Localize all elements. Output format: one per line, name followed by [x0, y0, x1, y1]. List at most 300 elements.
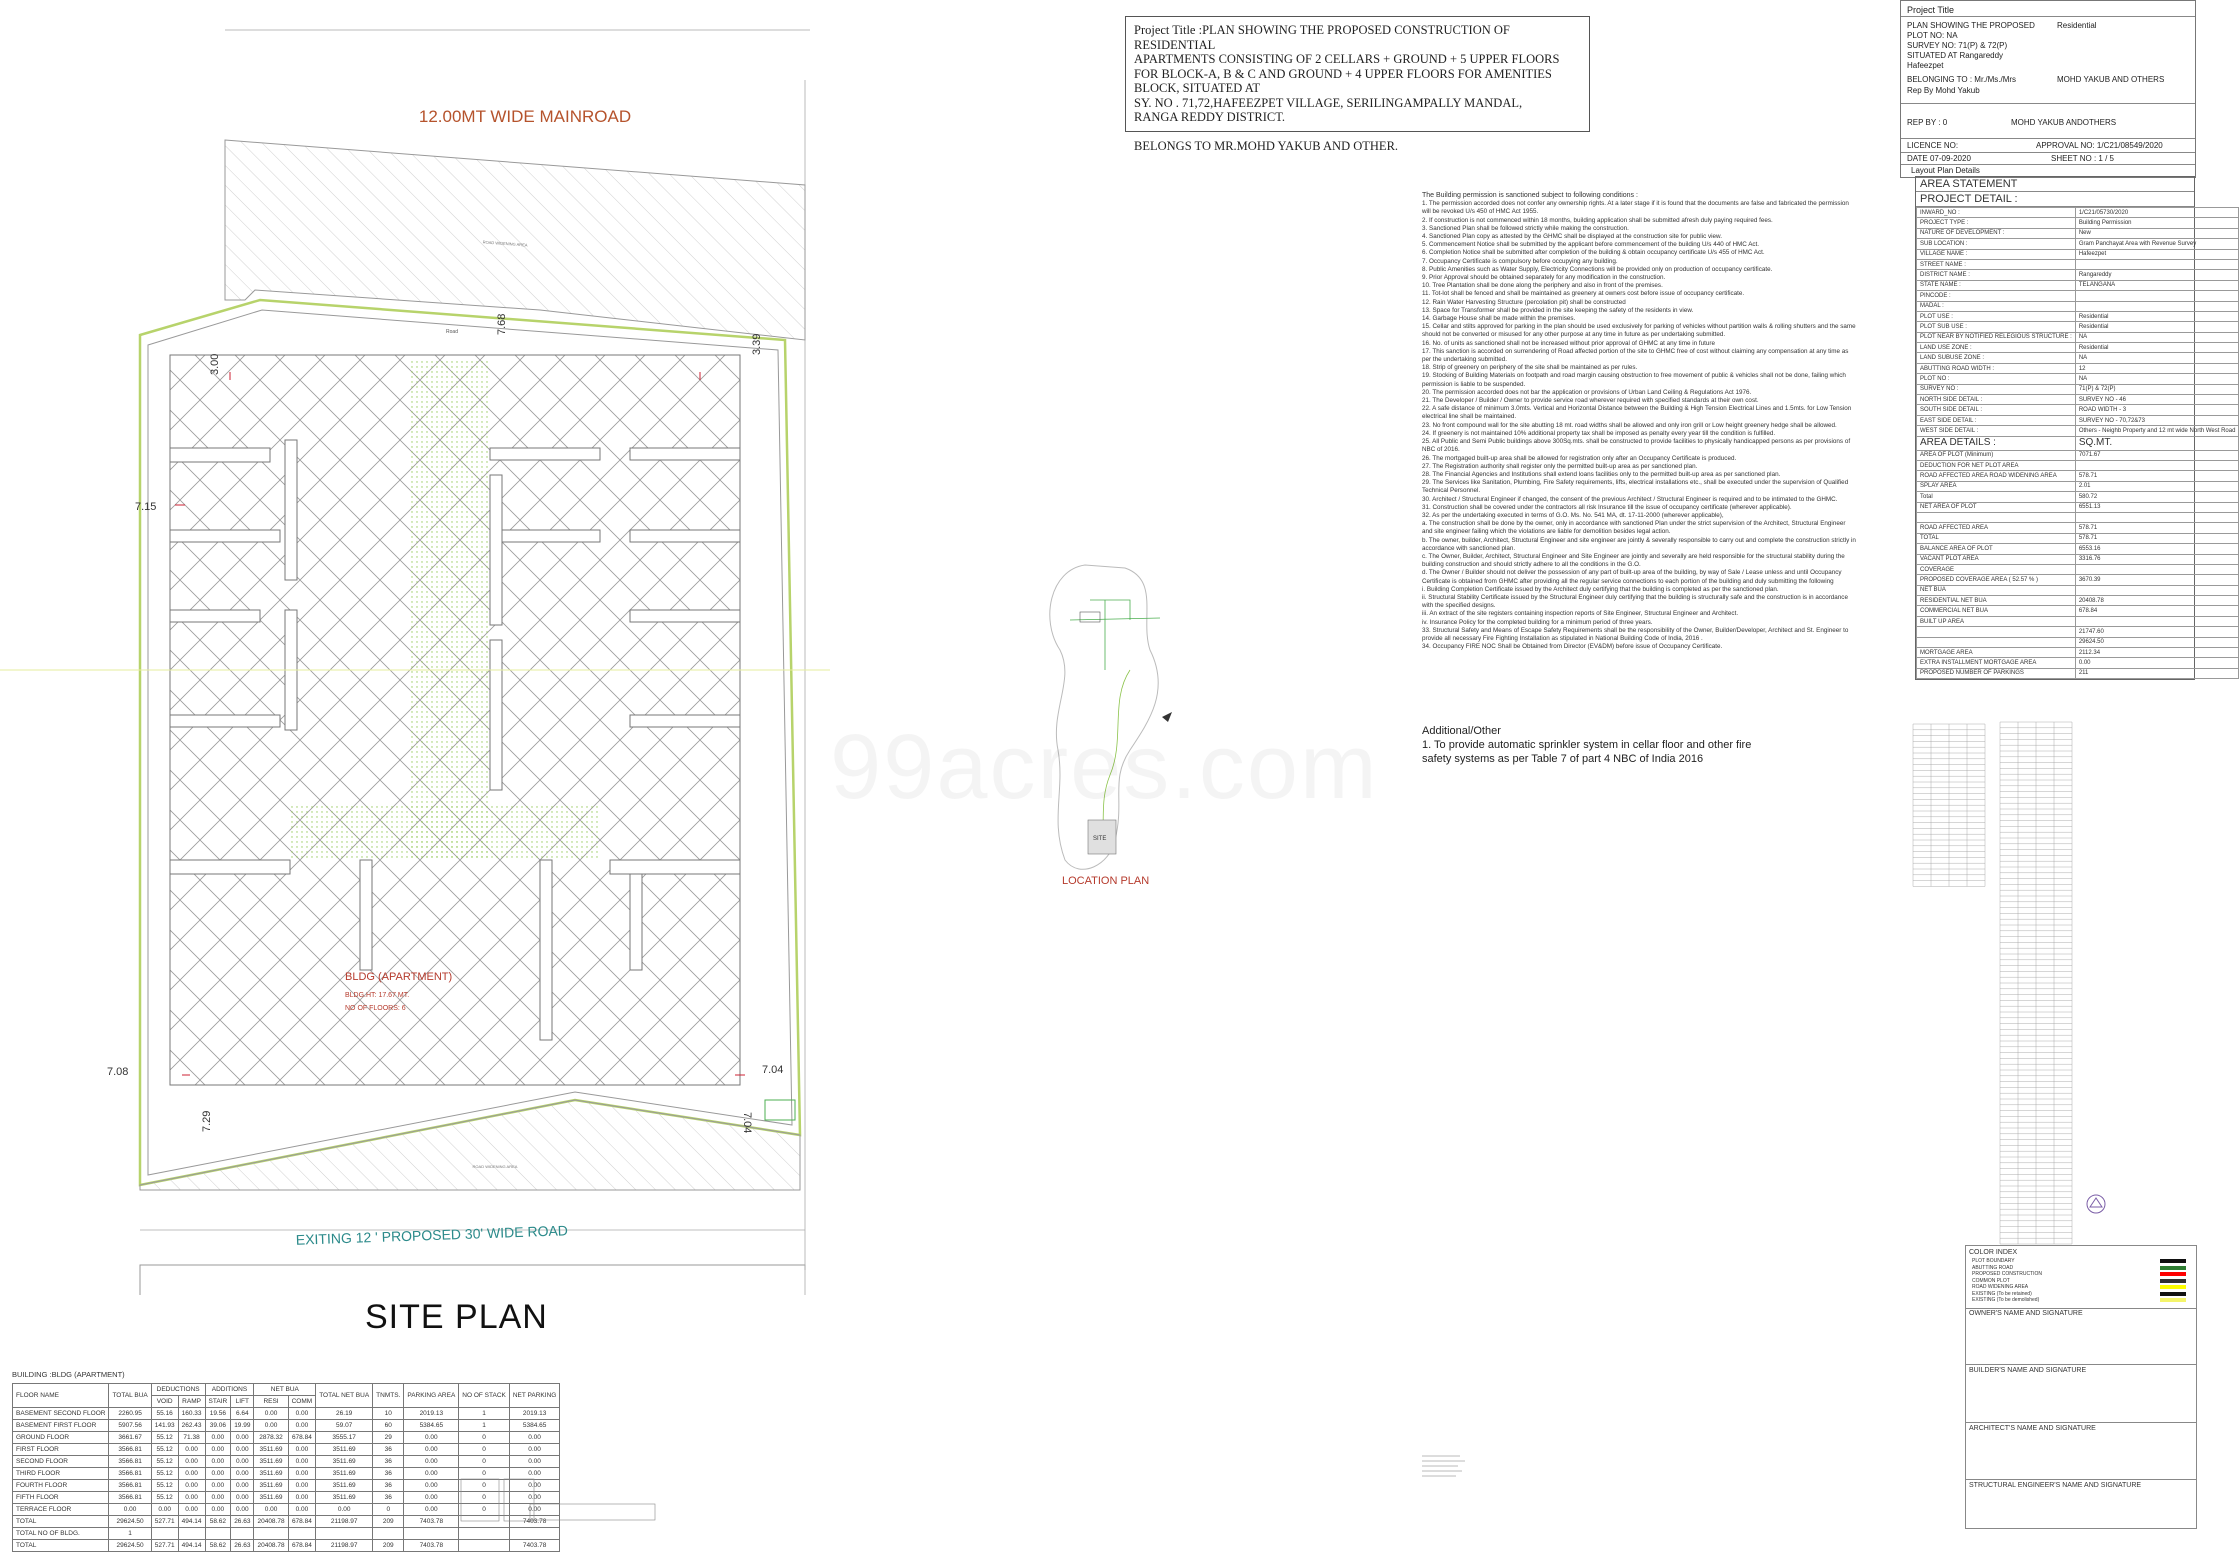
area-row	[1917, 259, 2239, 269]
area-key: PLOT NEAR BY NOTIFIED RELEGIOUS STRUCTURE :	[1917, 332, 2076, 342]
area-value	[2075, 512, 2239, 522]
table-cell: 0.00	[509, 1480, 559, 1492]
area-value: 0.00	[2075, 658, 2239, 668]
table-cell: FIFTH FLOOR	[13, 1492, 109, 1504]
area-row	[1917, 585, 2239, 595]
column-header: VOID	[151, 1396, 178, 1408]
table-cell	[509, 1528, 559, 1540]
area-value: Residential	[2075, 322, 2239, 332]
area-row	[1917, 415, 2239, 425]
table-row	[13, 1540, 560, 1552]
table-cell: 0.00	[288, 1420, 316, 1432]
table-cell: 0.00	[205, 1456, 231, 1468]
table-cell: 527.71	[151, 1540, 178, 1552]
table-cell: 26.63	[231, 1516, 254, 1528]
watermark	[830, 715, 1379, 820]
area-row	[1917, 523, 2239, 533]
area-row	[1917, 395, 2239, 405]
legend-item	[1972, 1297, 2190, 1304]
area-details-header	[1917, 436, 2239, 450]
site-plan-drawing	[0, 0, 1000, 1330]
table-cell: 0.00	[509, 1468, 559, 1480]
area-row	[1917, 450, 2239, 460]
area-key: SURVEY NO :	[1917, 384, 2076, 394]
road-widening-area-north	[225, 140, 805, 340]
area-key: Total	[1917, 492, 2076, 502]
table-cell: 2019.13	[509, 1408, 559, 1420]
rep-by-2-value: MOHD YAKUB ANDOTHERS	[2011, 118, 2117, 127]
area-key: SPLAY AREA	[1917, 481, 2076, 491]
south-road-label: EXITING 12 ' PROPOSED 30' WIDE ROAD	[295, 1222, 569, 1248]
table-cell: BASEMENT SECOND FLOOR	[13, 1408, 109, 1420]
table-cell: 26.19	[316, 1408, 373, 1420]
table-cell: 55.12	[151, 1444, 178, 1456]
table-cell: 3511.69	[254, 1456, 288, 1468]
area-value: 578.71	[2075, 533, 2239, 543]
table-cell	[288, 1528, 316, 1540]
village: Hafeezpet	[1907, 61, 1944, 70]
table-cell: FOURTH FLOOR	[13, 1480, 109, 1492]
area-key: EXTRA INSTALLMENT MORTGAGE AREA	[1917, 658, 2076, 668]
project-detail-label: PROJECT DETAIL :	[1916, 192, 2194, 207]
area-key: COMMERCIAL NET BUA	[1917, 606, 2076, 616]
condition-item: 17. This sanction is accorded on surrendering of Road affected portion of the site to GHMC free of cost without claiming any compensation at any time as per the undertaking submitted.	[1422, 347, 1849, 364]
table-cell: 55.16	[151, 1408, 178, 1420]
table-cell: 0.00	[509, 1444, 559, 1456]
survey-no: SURVEY NO: 71(P) & 72(P)	[1907, 41, 2008, 50]
table-cell: 3511.69	[316, 1468, 373, 1480]
table-cell: 3566.81	[109, 1444, 151, 1456]
area-value	[2075, 564, 2239, 574]
table-cell: 0.00	[404, 1480, 459, 1492]
condition-item: i. Building Completion Certificate issued by the Architect duly certifying that the building is completed as per the sanctioned plan.	[1422, 585, 1779, 593]
condition-item: 34. Occupancy FIRE NOC Shall be Obtained from Director (EV&DM) before issue of Occupancy Certificate.	[1422, 643, 1723, 651]
legend-label: COMMON PLOT	[1972, 1277, 2010, 1284]
area-row	[1917, 228, 2239, 238]
area-key: STATE NAME :	[1917, 280, 2076, 290]
rep-by-2: REP BY : 0	[1907, 118, 1948, 127]
condition-item: 30. Architect / Structural Engineer if changed, the consent of the previous Architect / Structural Engineer is required and to be intimated to the GHMC.	[1422, 495, 1838, 503]
area-key: ROAD AFFECTED AREA ROAD WIDENING AREA	[1917, 471, 2076, 481]
table-cell: 7403.78	[509, 1540, 559, 1552]
area-value: 2112.34	[2075, 648, 2239, 658]
area-row	[1917, 218, 2239, 228]
table-cell: 0	[459, 1432, 510, 1444]
table-cell: 0.00	[288, 1492, 316, 1504]
condition-item: 8. Public Amenities such as Water Supply, Electricity Connections will be provided only on production of occupancy certificate.	[1422, 265, 1773, 273]
table-cell	[316, 1528, 373, 1540]
condition-item: 4. Sanctioned Plan copy as attested by the GHMC shall be displayed at the construction site for public view.	[1422, 233, 1722, 241]
table-cell: 0.00	[231, 1480, 254, 1492]
table-cell: 0.00	[205, 1480, 231, 1492]
condition-item: 10. Tree Plantation shall be done along the periphery and also in front of the premises.	[1422, 282, 1663, 290]
area-value	[2075, 460, 2239, 470]
plot-no: PLOT NO: NA	[1907, 31, 1958, 40]
table-cell	[459, 1540, 510, 1552]
project-title-line: Project Title :PLAN SHOWING THE PROPOSED CONSTRUCTION OF RESIDENTIAL	[1134, 23, 1510, 52]
column-header: PARKING AREA	[404, 1384, 459, 1408]
plan-type: Residential	[2057, 21, 2097, 30]
table-cell: 29624.50	[109, 1540, 151, 1552]
building-area-table	[12, 1383, 560, 1552]
table-cell: 0.00	[231, 1432, 254, 1444]
legend-label: EXISTING (To be retained)	[1972, 1290, 2032, 1297]
bldg-label: BLDG (APARTMENT)	[345, 971, 453, 983]
area-value	[2075, 616, 2239, 626]
table-cell: 36	[373, 1456, 404, 1468]
condition-item: 11. Tot-lot shall be fenced and shall be maintained as greenery at owners cost before issue of occupancy certificate.	[1422, 290, 1745, 298]
table-cell: 0.00	[231, 1504, 254, 1516]
table-cell: 0.00	[288, 1468, 316, 1480]
table-cell: 0.00	[404, 1468, 459, 1480]
area-key: LAND SUBUSE ZONE :	[1917, 353, 2076, 363]
area-value: ROAD WIDTH - 3	[2075, 405, 2239, 415]
table-cell: TERRACE FLOOR	[13, 1504, 109, 1516]
table-cell: 0.00	[205, 1504, 231, 1516]
area-value	[2075, 259, 2239, 269]
area-value: 2.01	[2075, 481, 2239, 491]
area-key: AREA OF PLOT (Minimum)	[1917, 450, 2076, 460]
area-row	[1917, 492, 2239, 502]
condition-item: b. The owner, builder, Architect, Structural Engineer and site engineer are jointly & severally responsible to carry out and complete the construction strictly in accordance with sanctioned plan.	[1422, 536, 1856, 552]
area-key: BUILT UP AREA	[1917, 616, 2076, 626]
dim-label: 7.15	[135, 501, 157, 513]
area-key: INWARD_NO :	[1917, 208, 2076, 218]
area-row	[1917, 280, 2239, 290]
table-cell: TOTAL	[13, 1516, 109, 1528]
condition-item: 26. The mortgaged built-up area shall be allowed for registration only after an Occupancy Certificate is produced.	[1422, 454, 1737, 462]
table-cell: 3511.69	[254, 1444, 288, 1456]
area-row	[1917, 353, 2239, 363]
condition-item: 2. If construction is not commenced within 18 months, building application shall be submitted afresh duly paying required fees.	[1422, 216, 1773, 224]
legend-label: PLOT BOUNDARY	[1972, 1258, 2015, 1264]
area-row	[1917, 575, 2239, 585]
stamp-icon	[2085, 1193, 2107, 1215]
conditions-text	[1422, 192, 1857, 651]
group-header: ADDITIONS	[205, 1384, 254, 1396]
area-key: LAND USE ZONE :	[1917, 343, 2076, 353]
table-cell: 0.00	[404, 1504, 459, 1516]
table-cell: 58.62	[205, 1516, 231, 1528]
area-value: 678.84	[2075, 606, 2239, 616]
area-key: PLOT SUB USE :	[1917, 322, 2076, 332]
table-cell: 2260.95	[109, 1408, 151, 1420]
area-key	[1917, 637, 2076, 647]
table-cell: 0.00	[404, 1492, 459, 1504]
area-key: SUB LOCATION :	[1917, 239, 2076, 249]
table-cell: 0.00	[178, 1480, 205, 1492]
area-row	[1917, 658, 2239, 668]
column-header: TOTAL BUA	[109, 1384, 151, 1408]
area-row	[1917, 564, 2239, 574]
group-header: NET BUA	[254, 1384, 316, 1396]
table-cell	[178, 1528, 205, 1540]
condition-item: c. The Owner, Builder, Architect, Structural Engineer and Site Engineer are jointly and severally are held responsible for the structural stability during the building construction and should strictly adhere to all the conditions in the G.O.	[1422, 552, 1845, 569]
table-cell	[254, 1528, 288, 1540]
building-table-caption: BUILDING :BLDG (APARTMENT)	[12, 1370, 125, 1379]
table-cell: 0.00	[288, 1444, 316, 1456]
condition-item: 5. Commencement Notice shall be submitted by the applicant before commencement of the building U/s 440 of HMC Act.	[1422, 241, 1760, 249]
area-row	[1917, 481, 2239, 491]
table-cell: 0.00	[231, 1468, 254, 1480]
area-row	[1917, 426, 2239, 436]
column-header: RESI	[254, 1396, 288, 1408]
area-row	[1917, 363, 2239, 373]
legend-label: PROPOSED CONSTRUCTION	[1972, 1271, 2043, 1277]
area-key: BALANCE AREA OF PLOT	[1917, 544, 2076, 554]
area-key: STREET NAME :	[1917, 259, 2076, 269]
area-key: PROPOSED NUMBER OF PARKINGS	[1917, 668, 2076, 678]
area-row	[1917, 460, 2239, 470]
table-cell: TOTAL	[13, 1540, 109, 1552]
area-value: NA	[2075, 353, 2239, 363]
area-key: DEDUCTION FOR NET PLOT AREA	[1917, 460, 2076, 470]
column-header: FLOOR NAME	[13, 1384, 109, 1408]
condition-item: iii. An extract of the site registers containing inspection reports of Site Engineer, Structural Engineer and Architect.	[1422, 610, 1739, 618]
condition-item: 19. Stocking of Building Materials on footpath and road margin causing obstruction to free movement of public & vehicles shall not be done, failing which permission is liable to be suspended.	[1422, 372, 1846, 388]
condition-item: 33. Structural Safety and Means of Escape Safety Requirements shall be the responsibility of the Owner, Builder/Developer, Architect and St. Engineer to provide all necessary Fire Fighting Installation as stipulated in National Building Code of India, 2016 .	[1422, 626, 1849, 642]
table-cell: 0	[459, 1456, 510, 1468]
area-value: Building Permission	[2075, 218, 2239, 228]
table-cell: FIRST FLOOR	[13, 1444, 109, 1456]
condition-item: 7. Occupancy Certificate is compulsory before occupying any building.	[1422, 257, 1618, 265]
table-cell: 3511.69	[316, 1456, 373, 1468]
layout-plan-details: Layout Plan Details	[1911, 166, 1980, 175]
project-title-line: RANGA REDDY DISTRICT.	[1134, 110, 1286, 124]
area-row	[1917, 374, 2239, 384]
area-value	[2075, 301, 2239, 311]
dim-label: 7.04	[762, 1064, 784, 1076]
area-row	[1917, 606, 2239, 616]
condition-item: 14. Garbage House shall be made within the premises.	[1422, 315, 1576, 323]
table-cell: 0.00	[178, 1456, 205, 1468]
table-cell: 2019.13	[404, 1408, 459, 1420]
table-cell: 0.00	[404, 1444, 459, 1456]
table-cell: 0.00	[404, 1432, 459, 1444]
table-cell: 0	[459, 1468, 510, 1480]
table-cell: 494.14	[178, 1540, 205, 1552]
area-row	[1917, 239, 2239, 249]
area-row	[1917, 332, 2239, 342]
table-cell: 0.00	[509, 1456, 559, 1468]
road-widening-label-south: ROAD WIDENING AREA	[472, 1164, 518, 1169]
architect-signature-label: ARCHITECT'S NAME AND SIGNATURE	[1969, 1425, 2096, 1432]
site-plan-title: SITE PLAN	[365, 1298, 548, 1336]
column-header: RAMP	[178, 1396, 205, 1408]
table-cell: 678.84	[288, 1516, 316, 1528]
table-row	[13, 1528, 560, 1540]
owner: MOHD YAKUB AND OTHERS	[2057, 75, 2165, 84]
area-row	[1917, 322, 2239, 332]
area-key: NATURE OF DEVELOPMENT :	[1917, 228, 2076, 238]
table-cell: TOTAL NO OF BLDG.	[13, 1528, 109, 1540]
table-cell: 20408.78	[254, 1516, 288, 1528]
project-title-box	[1125, 16, 1590, 153]
table-cell: 21198.97	[316, 1540, 373, 1552]
unit-schedule-tables	[1910, 720, 2090, 1260]
road-widening-label: ROAD WIDENING AREA	[482, 239, 528, 248]
table-cell: 3511.69	[254, 1468, 288, 1480]
area-value: 7071.67	[2075, 450, 2239, 460]
area-statement-table	[1916, 207, 2239, 679]
area-key: EAST SIDE DETAIL :	[1917, 415, 2076, 425]
condition-item: 9. Prior Approval should be obtained separately for any modification in the construction.	[1422, 274, 1666, 282]
area-value: 6551.13	[2075, 502, 2239, 512]
table-cell: 55.12	[151, 1432, 178, 1444]
area-value: 20408.78	[2075, 596, 2239, 606]
small-detail-tables	[460, 1478, 660, 1523]
additional-notes	[1422, 724, 1752, 766]
table-cell: 141.93	[151, 1420, 178, 1432]
table-cell: 26.63	[231, 1540, 254, 1552]
title-block	[1900, 0, 2196, 178]
sheet-no: SHEET NO : 1 / 5	[2051, 154, 2114, 163]
table-cell: 36	[373, 1480, 404, 1492]
table-cell: 0.00	[205, 1444, 231, 1456]
area-key: PROJECT TYPE :	[1917, 218, 2076, 228]
area-key: PINCODE :	[1917, 291, 2076, 301]
legend-swatch	[2160, 1266, 2186, 1270]
area-row	[1917, 648, 2239, 658]
table-cell: 55.12	[151, 1456, 178, 1468]
condition-item: ii. Structural Stability Certificate issued by the Structural Engineer duly certifying that the building is structurally safe and the construction is in accordance with the specified designs.	[1422, 593, 1848, 610]
column-header: NO OF STACK	[459, 1384, 510, 1408]
table-cell: 0	[459, 1480, 510, 1492]
table-cell: 0.00	[205, 1468, 231, 1480]
area-value: 578.71	[2075, 471, 2239, 481]
area-row	[1917, 471, 2239, 481]
table-cell: 6.64	[231, 1408, 254, 1420]
table-row	[13, 1432, 560, 1444]
table-cell: 21198.97	[316, 1516, 373, 1528]
project-title-line: FOR BLOCK-A, B & C AND GROUND + 4 UPPER FLOORS FOR AMENITIES BLOCK, SITUATED AT	[1134, 66, 1552, 95]
table-row	[13, 1420, 560, 1432]
condition-item: 25. All Public and Semi Public buildings above 300Sq.mts. shall be constructed to provide facilities to physically handicapped persons as per provisions of NBC of 2016.	[1422, 438, 1851, 454]
table-cell: 527.71	[151, 1516, 178, 1528]
central-corridor	[408, 360, 488, 860]
legend-swatch	[2160, 1259, 2186, 1263]
table-cell: 0.00	[288, 1480, 316, 1492]
area-row	[1917, 384, 2239, 394]
table-cell: 1	[109, 1528, 151, 1540]
legend-swatch	[2160, 1298, 2186, 1302]
table-cell: 19.56	[205, 1408, 231, 1420]
table-cell: 58.62	[205, 1540, 231, 1552]
table-cell: 3566.81	[109, 1456, 151, 1468]
table-cell: 0.00	[231, 1492, 254, 1504]
area-row	[1917, 533, 2239, 543]
builder-signature-label: BUILDER'S NAME AND SIGNATURE	[1969, 1367, 2087, 1374]
table-cell: 3566.81	[109, 1480, 151, 1492]
area-statement-title: AREA STATEMENT	[1916, 177, 2194, 192]
condition-item: 22. A safe distance of minimum 3.0mts. Vertical and Horizontal Distance between the Building & High Tension Electrical Lines and 1.5mts. for Low Tension electrical line shall be maintained.	[1422, 405, 1852, 421]
engineer-signature-label: STRUCTURAL ENGINEER'S NAME AND SIGNATURE	[1969, 1482, 2142, 1489]
additional-text: 1. To provide automatic sprinkler system in cellar floor and other fire safety systems as per Table 7 of part 4 NBC of India 2016	[1422, 739, 1752, 765]
table-cell: 5384.65	[404, 1420, 459, 1432]
legend-label: ROAD WIDENING AREA	[1972, 1284, 2029, 1290]
table-cell: 1	[459, 1420, 510, 1432]
table-cell: 5907.56	[109, 1420, 151, 1432]
condition-item: 31. Construction shall be covered under the contractors all risk Insurance till the issue of occupancy certificate (wherever applicable).	[1422, 503, 1792, 511]
ht-line-box	[765, 1100, 795, 1120]
area-value: 12	[2075, 363, 2239, 373]
area-row	[1917, 554, 2239, 564]
table-cell: 3661.67	[109, 1432, 151, 1444]
table-cell: 3511.69	[316, 1444, 373, 1456]
area-row	[1917, 208, 2239, 218]
table-cell: 7403.78	[404, 1540, 459, 1552]
area-value: TELANGANA	[2075, 280, 2239, 290]
legend-swatch	[2160, 1285, 2186, 1289]
table-cell: 55.12	[151, 1480, 178, 1492]
table-cell: 3511.69	[254, 1492, 288, 1504]
table-cell: 0	[459, 1492, 510, 1504]
legend-swatch	[2160, 1292, 2186, 1296]
area-row	[1917, 544, 2239, 554]
area-value: 580.72	[2075, 492, 2239, 502]
condition-item: iv. Insurance Policy for the completed building for a minimum period of three years.	[1422, 618, 1653, 626]
approval-no: APPROVAL NO: 1/C21/08549/2020	[2036, 141, 2163, 150]
table-cell: 10	[373, 1408, 404, 1420]
area-key: VILLAGE NAME :	[1917, 249, 2076, 259]
dim-label: 7.04	[741, 1112, 753, 1134]
table-cell: 36	[373, 1468, 404, 1480]
table-cell: 0.00	[178, 1468, 205, 1480]
table-cell: 36	[373, 1492, 404, 1504]
area-row	[1917, 343, 2239, 353]
area-value: Gram Panchayat Area with Revenue Survey	[2075, 239, 2239, 249]
table-cell: 19.99	[231, 1420, 254, 1432]
area-row	[1917, 270, 2239, 280]
area-key: COVERAGE	[1917, 564, 2076, 574]
table-cell: GROUND FLOOR	[13, 1432, 109, 1444]
area-details-unit: SQ.MT.	[2075, 436, 2239, 450]
area-value: 3316.76	[2075, 554, 2239, 564]
area-key	[1917, 627, 2076, 637]
area-value: Others - Neighb Property and 12 mt wide North West Road	[2075, 426, 2239, 436]
group-header: DEDUCTIONS	[151, 1384, 205, 1396]
table-cell: 160.33	[178, 1408, 205, 1420]
table-cell: 0	[459, 1504, 510, 1516]
table-cell: 7403.78	[404, 1516, 459, 1528]
legend-swatch	[2160, 1272, 2186, 1276]
bldg-height: BLDG.HT: 17.67 MT.	[345, 992, 410, 999]
area-row	[1917, 291, 2239, 301]
table-cell: 0.00	[288, 1456, 316, 1468]
area-key: VACANT PLOT AREA	[1917, 554, 2076, 564]
legend-label: ABUTTING ROAD	[1972, 1264, 2014, 1271]
column-header: COMM	[288, 1396, 316, 1408]
date: DATE 07-09-2020	[1907, 154, 1971, 163]
table-cell	[151, 1528, 178, 1540]
condition-item: 20. The permission accorded does not bar the application or provisions of Urban Land Ceiling & Regulations Act 1976.	[1422, 388, 1752, 396]
table-cell: 0.00	[178, 1504, 205, 1516]
area-key: MADAL :	[1917, 301, 2076, 311]
area-value: 6553.16	[2075, 544, 2239, 554]
table-cell: 2878.32	[254, 1432, 288, 1444]
color-index-title: COLOR INDEX	[1969, 1249, 2018, 1256]
area-key: NORTH SIDE DETAIL :	[1917, 395, 2076, 405]
area-row	[1917, 249, 2239, 259]
table-row	[13, 1444, 560, 1456]
area-value: 3670.39	[2075, 575, 2239, 585]
north-road-label: 12.00MT WIDE MAINROAD	[418, 107, 632, 126]
area-details-label: AREA DETAILS :	[1917, 436, 2076, 450]
road-label: Road	[446, 329, 458, 335]
licence-no: LICENCE NO:	[1907, 141, 1959, 150]
table-cell	[373, 1528, 404, 1540]
additional-title: Additional/Other	[1422, 725, 1501, 737]
